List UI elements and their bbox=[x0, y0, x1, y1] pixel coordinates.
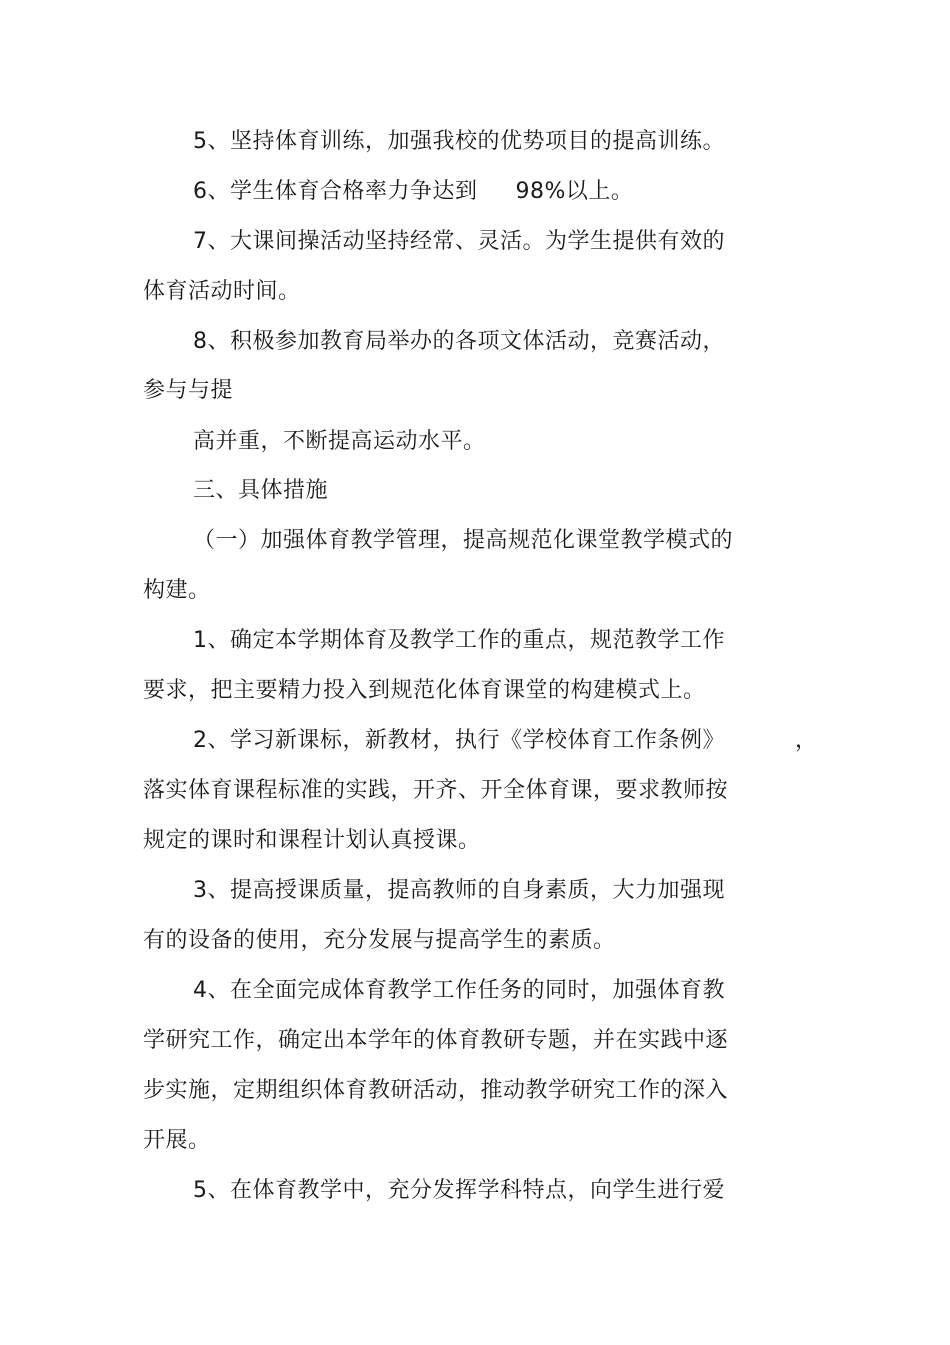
text-line-1: 5、坚持体育训练，加强我校的优势项目的提高训练。 bbox=[193, 129, 725, 154]
text-line-10: 构建。 bbox=[143, 578, 211, 603]
text-line-2 bbox=[193, 177, 633, 207]
text-line-18: 4、在全面完成体育教学工作任务的同时，加强体育教 bbox=[193, 978, 725, 1003]
text-line-4: 体育活动时间。 bbox=[143, 279, 301, 304]
text-line-20: 步实施，定期组织体育教研活动，推动教学研究工作的深入 bbox=[143, 1078, 729, 1103]
text-line-6: 参与与提 bbox=[143, 378, 234, 403]
text-line-12: 要求，把主要精力投入到规范化体育课堂的构建模式上。 bbox=[143, 678, 706, 703]
text-line-21: 开展。 bbox=[143, 1128, 211, 1153]
text-line-13-a: 2、学习新课标，新教材，执行《学校体育工作条例》 bbox=[193, 728, 725, 753]
text-line-2-a: 6、学生体育合格率力争达到 bbox=[193, 179, 478, 204]
text-line-2-b: 98%以上。 bbox=[515, 179, 634, 204]
text-line-15: 规定的课时和课程计划认真授课。 bbox=[143, 828, 481, 853]
text-line-16: 3、提高授课质量，提高教师的自身素质，大力加强现 bbox=[193, 878, 725, 903]
text-line-19: 学研究工作，确定出本学年的体育教研专题，并在实践中逐 bbox=[143, 1028, 729, 1053]
text-line-22: 5、在体育教学中，充分发挥学科特点，向学生进行爱 bbox=[193, 1178, 725, 1203]
section-heading: 三、具体措施 bbox=[193, 478, 329, 503]
text-line-7: 高并重，不断提高运动水平。 bbox=[193, 429, 486, 454]
text-line-5: 8、积极参加教育局举办的各项文体活动，竞赛活动， bbox=[193, 329, 725, 354]
text-line-17: 有的设备的使用，充分发展与提高学生的素质。 bbox=[143, 928, 616, 953]
text-line-13-b: ， bbox=[795, 728, 818, 753]
text-line-13 bbox=[193, 726, 818, 756]
subsection-heading: （一）加强体育教学管理，提高规范化课堂教学模式的 bbox=[193, 528, 734, 553]
text-line-11: 1、确定本学期体育及教学工作的重点，规范教学工作 bbox=[193, 628, 725, 653]
text-line-14: 落实体育课程标准的实践，开齐、开全体育课，要求教师按 bbox=[143, 778, 729, 803]
text-line-3: 7、大课间操活动坚持经常、灵活。为学生提供有效的 bbox=[193, 229, 725, 254]
